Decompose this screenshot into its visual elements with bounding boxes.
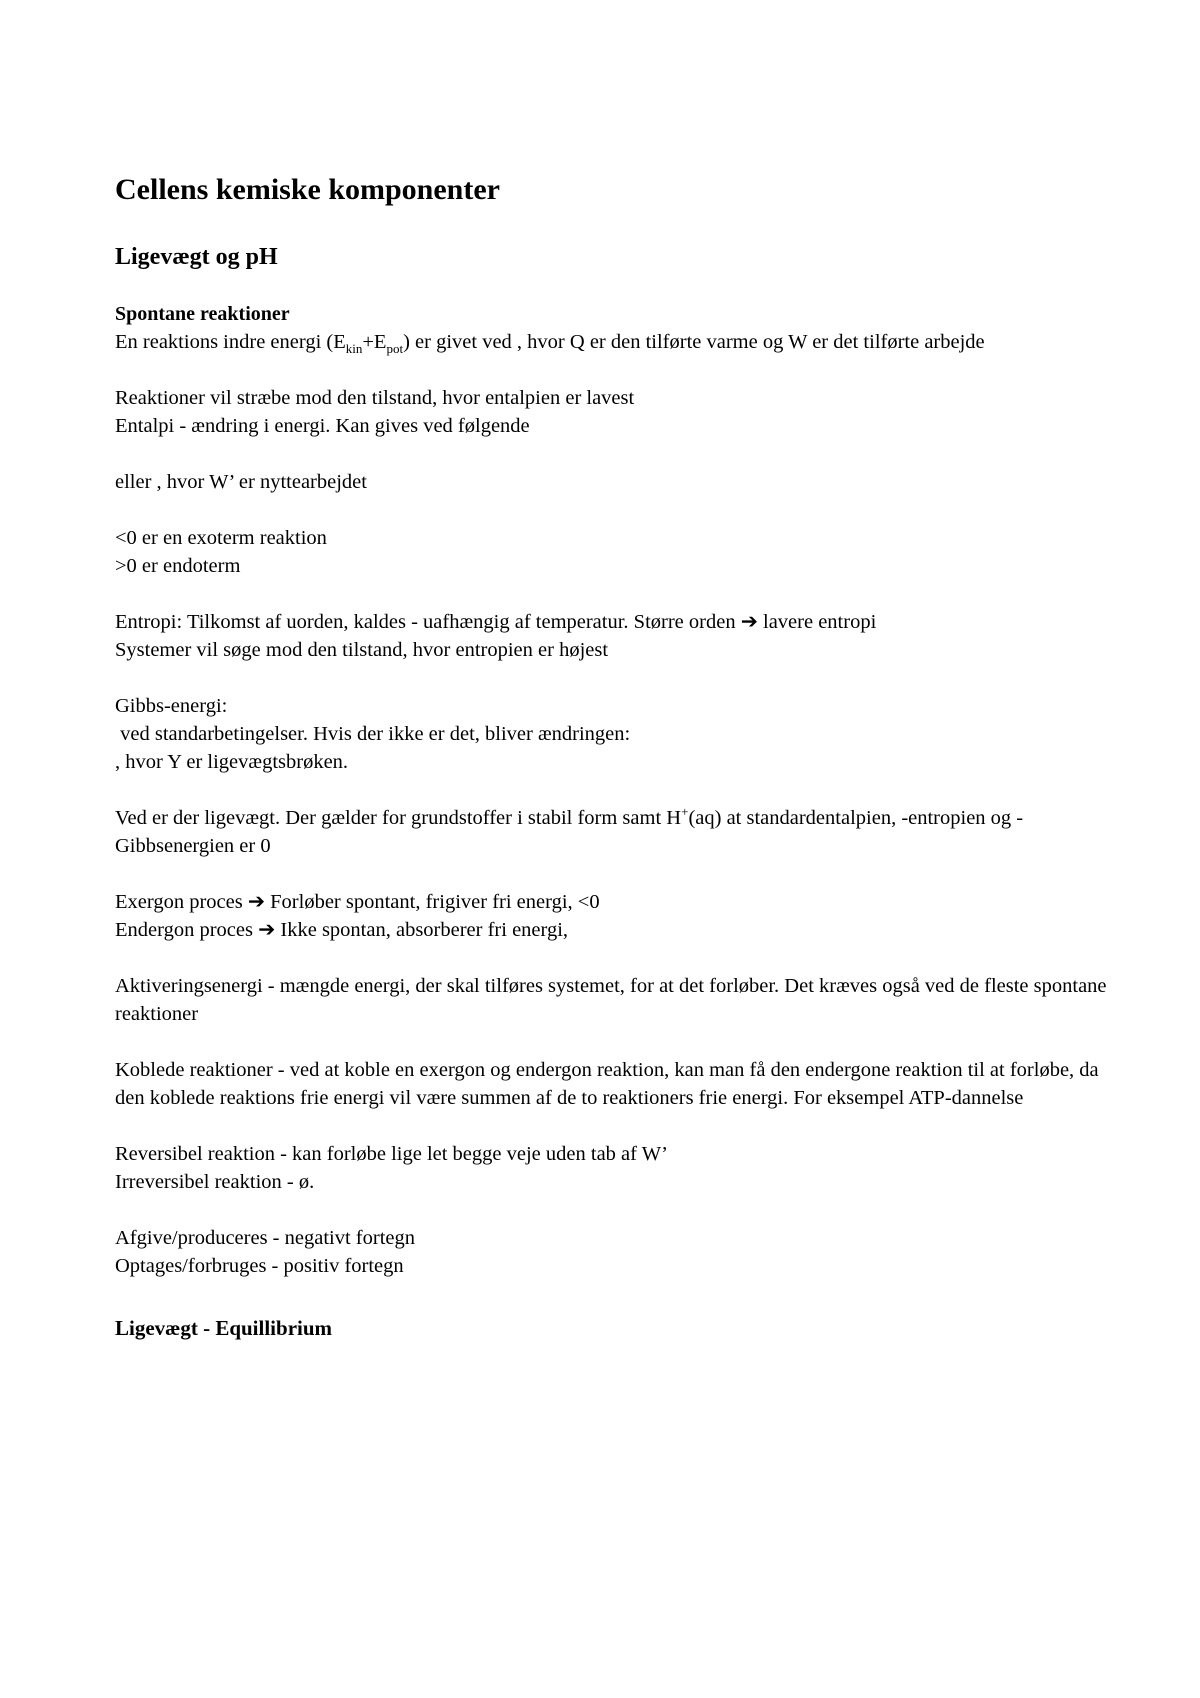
paragraph-line: Optages/forbruges - positiv fortegn xyxy=(115,1255,404,1277)
arrow-icon: ➔ xyxy=(258,919,276,941)
paragraph-line-endergon xyxy=(115,916,1115,944)
text-segment: Exergon proces xyxy=(115,891,248,913)
document-body xyxy=(115,172,1115,1342)
text-segment: Ikke spontan, absorberer fri energi, xyxy=(275,919,569,941)
text-segment: Forløber spontant, frigiver fri energi, <0 xyxy=(265,891,600,913)
subsection-heading-spontane-reaktioner: Spontane reaktioner xyxy=(115,303,290,325)
text-segment: +E xyxy=(362,331,387,353)
text-segment: En reaktions indre energi (E xyxy=(115,331,346,353)
paragraph-line: Afgive/produceres - negativt fortegn xyxy=(115,1227,415,1249)
paragraph-aktiveringsenergi: Aktiveringsenergi - mængde energi, der skal tilføres systemet, for at det forløber. Det kræves også ved de fleste spontane reaktioner xyxy=(115,975,1107,1025)
paragraph-line: ved standarbetingelser. Hvis der ikke er det, bliver ændringen: xyxy=(115,723,631,745)
superscript-plus: + xyxy=(681,804,689,820)
paragraph-indre-energi xyxy=(115,328,1115,356)
paragraph-line: >0 er endoterm xyxy=(115,555,241,577)
text-segment: Endergon proces xyxy=(115,919,259,941)
subscript-kin: kin xyxy=(345,341,363,357)
text-segment: Entropi: Tilkomst af uorden, kaldes - uafhængig af temperatur. Større orden xyxy=(115,611,741,633)
section-heading-ligevaegt-equillibrium: Ligevægt - Equillibrium xyxy=(115,1316,333,1340)
document-title: Cellens kemiske komponenter xyxy=(115,173,500,206)
paragraph-line: Systemer vil søge mod den tilstand, hvor entropien er højest xyxy=(115,639,609,661)
paragraph-ligevaegt-standard xyxy=(115,804,1115,860)
paragraph-line: Irreversibel reaktion - ø. xyxy=(115,1171,315,1193)
paragraph-line: Gibbs-energi: xyxy=(115,695,228,717)
paragraph-line: Entalpi - ændring i energi. Kan gives ved følgende xyxy=(115,415,530,437)
paragraph-line: eller , hvor W’ er nyttearbejdet xyxy=(115,471,367,493)
arrow-icon: ➔ xyxy=(247,891,266,913)
text-segment: ) er givet ved , hvor Q er den tilførte varme og W er det tilførte arbejde xyxy=(403,331,985,353)
paragraph-koblede-reaktioner: Koblede reaktioner - ved at koble en exergon og endergon reaktion, kan man få den endergone reaktion til at forløbe, da den koblede reaktions frie energi vil være summen af de to reaktioners frie energi. For eksempel ATP-dannelse xyxy=(115,1059,1099,1109)
paragraph-line-exergon xyxy=(115,888,1115,916)
paragraph-line: <0 er en exoterm reaktion xyxy=(115,527,327,549)
paragraph-line: Reaktioner vil stræbe mod den tilstand, hvor entalpien er lavest xyxy=(115,387,635,409)
paragraph-line: Reversibel reaktion - kan forløbe lige let begge veje uden tab af W’ xyxy=(115,1143,668,1165)
arrow-icon: ➔ xyxy=(740,611,758,633)
section-heading-ligevaegt-og-ph: Ligevægt og pH xyxy=(115,244,278,270)
subscript-pot: pot xyxy=(386,341,404,357)
text-segment: Ved er der ligevægt. Der gælder for grundstoffer i stabil form samt H xyxy=(115,807,682,829)
paragraph-line-entropi xyxy=(115,608,1115,636)
text-segment: (aq) at standardentalpien, -entropien og -Gibbsenergien er 0 xyxy=(115,807,1024,857)
paragraph-line: , hvor Y er ligevægtsbrøken. xyxy=(115,751,349,773)
text-segment: lavere entropi xyxy=(757,611,877,633)
